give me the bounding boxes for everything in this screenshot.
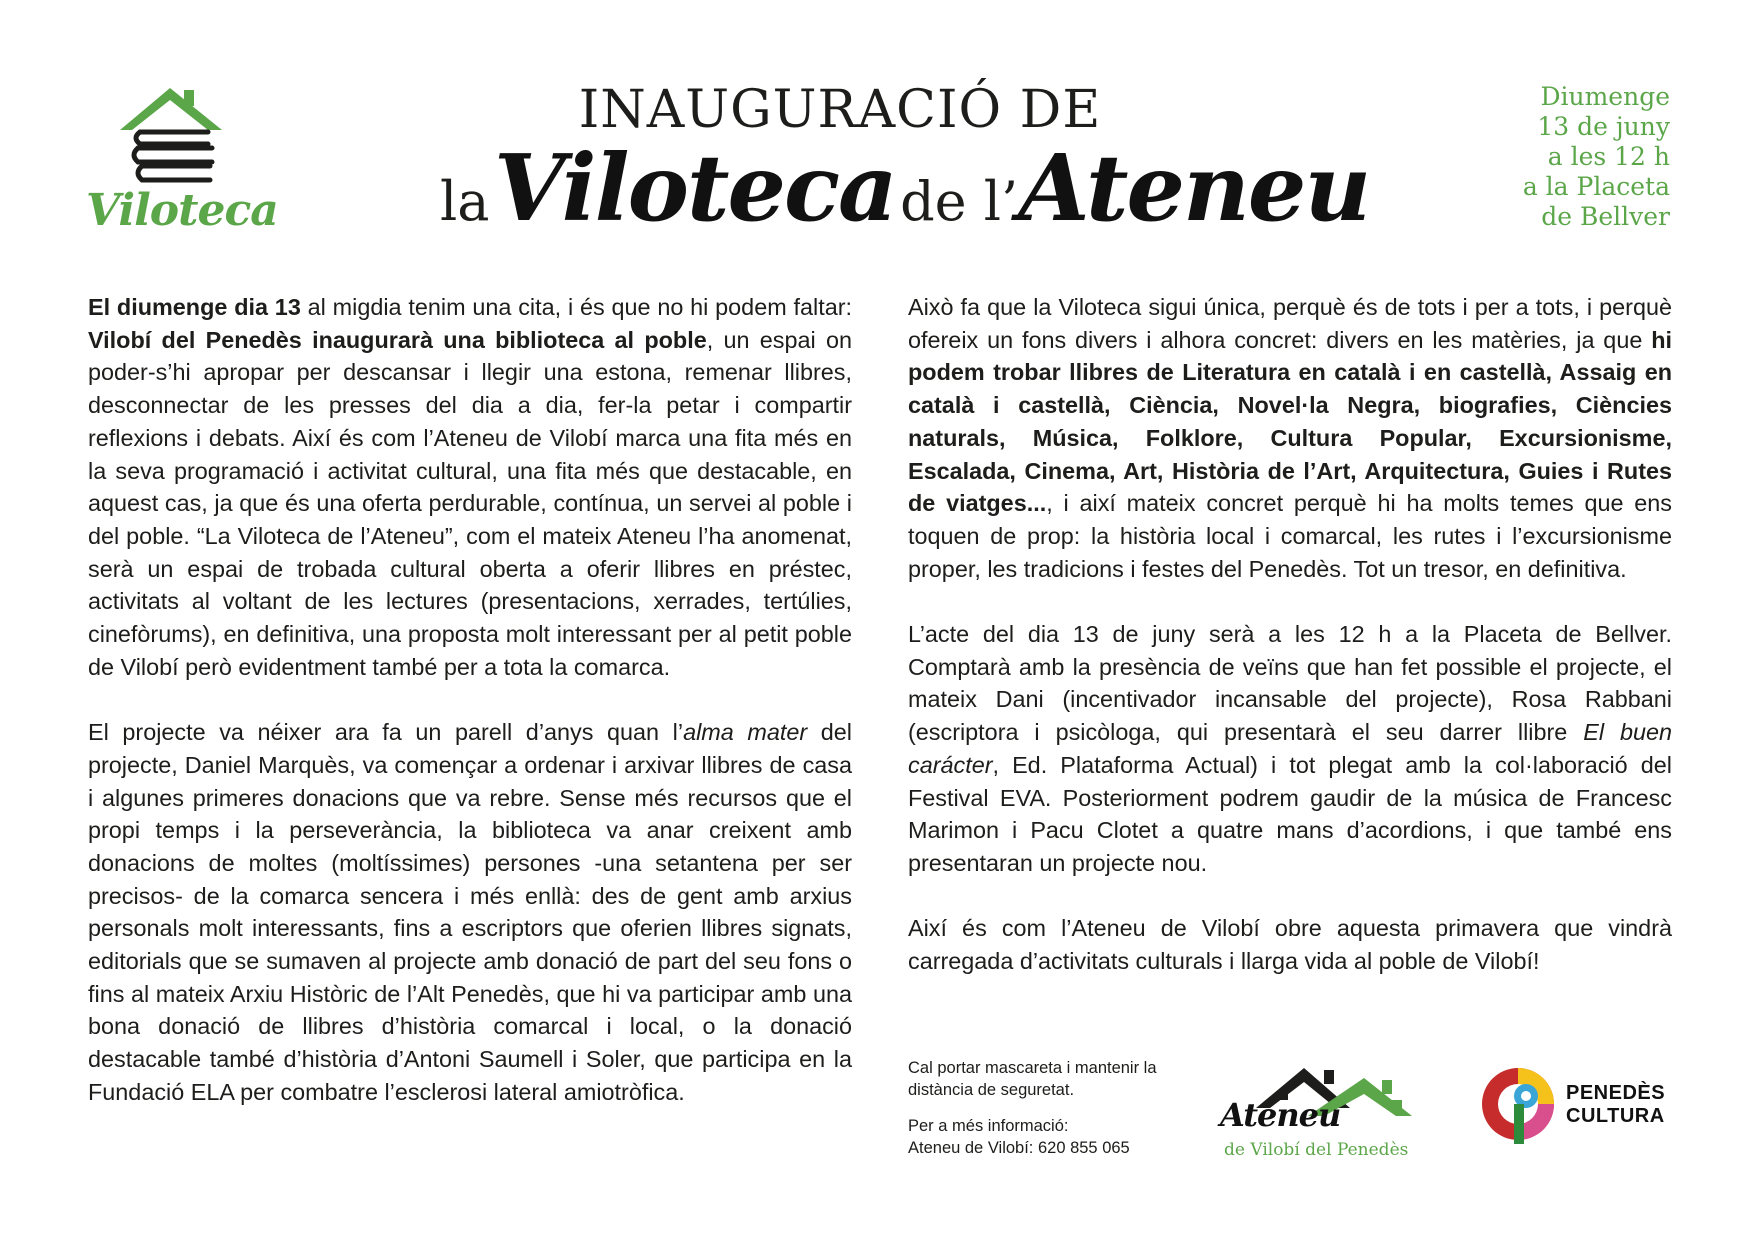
bold-text: Vilobí del Penedès inaugurarà una biblioteca al poble	[88, 326, 707, 353]
title-main	[440, 128, 1370, 276]
ateneu-logo-subtitle: de Vilobí del Penedès	[1224, 1140, 1409, 1160]
viloteca-logo	[86, 86, 278, 236]
contact-info	[908, 1115, 1208, 1159]
event-place-line1: a la Placeta	[1522, 172, 1670, 201]
text: , un espai on poder-s’hi apropar per descansar i llegir una estona, remenar llibres, desconnectar de les presses del dia a dia, fer-la petar i compartir reflexions i debats. Així és com l’Ateneu de Vilobí marca una fita més en la seva programació i activitat cultural, una fita més que destacable, en aquest cas, ja que és una oferta perdurable, contínua, un servei al poble i del poble. “La Viloteca de l’Ateneu”, com el mateix Ateneu l’ha anomenat, serà un espai de trobada cultural oberta a oferir llibres en préstec, activitats al voltant de les lectures (presentacions, xerrades, tertúlies, cinefòrums), en definitiva, una proposta molt interessant per al petit poble de Vilobí però evidentment també per a tota la comarca.	[88, 326, 852, 680]
penedes-cultura-text	[1566, 1082, 1665, 1128]
title-inauguracio: INAUGURACIÓ DE	[578, 80, 1102, 140]
text: El projecte va néixer ara fa un parell d’anys quan l’	[88, 719, 684, 746]
bold-text: hi podem trobar llibres de Literatura en català i en castellà, Assaig en català i castellà, Ciència, Novel·la Negra, biografies, Ciències naturals, Música, Folklore, Cultura Popular, Excursionisme, Escalada, Cinema, Art, Història de l’Art, Arquitectura, Guies i Rutes de viatges...	[908, 326, 1672, 517]
contact-phone: Ateneu de Vilobí: 620 855 065	[908, 1139, 1130, 1157]
paragraph	[88, 716, 852, 1108]
paragraph	[88, 291, 852, 683]
ateneu-logo-text: Ateneu	[1220, 1096, 1341, 1134]
penedes-cultura-logo	[1478, 1062, 1678, 1162]
event-date: 13 de juny	[1537, 112, 1670, 141]
event-details	[1410, 82, 1670, 232]
penedes-line1: PENEDÈS	[1566, 1082, 1666, 1104]
italic-text: El buen carácter	[908, 719, 1672, 778]
article-left-column	[88, 291, 852, 1141]
paragraph	[908, 618, 1672, 880]
ateneu-logo	[1212, 1060, 1422, 1170]
text: , i així mateix concret perquè hi ha molts temes que ens toquen de prop: la història local i comarcal, les rutes i l’excursionisme proper, les tradicions i festes del Penedès. Tot un tresor, en definitiva.	[908, 490, 1672, 582]
title-viloteca: Viloteca	[493, 134, 896, 242]
contact-label: Per a més informació:	[908, 1117, 1069, 1135]
footer-notes	[908, 1057, 1208, 1173]
title-article: la	[440, 170, 490, 233]
bold-text: El diumenge dia 13	[88, 294, 301, 320]
title-ateneu: Ateneu	[1018, 134, 1370, 242]
penedes-line2: CULTURA	[1566, 1105, 1665, 1127]
text: L’acte del dia 13 de juny serà a les 12 h a la Placeta de Bellver. Comptarà amb la presència de veïns que han fet possible el projecte, el mateix Dani (incentivador incansable del projecte), Rosa Rabbani (escriptora i psicòloga, qui presentarà el seu darrer llibre	[908, 621, 1672, 746]
title-connector: de l’	[900, 170, 1019, 233]
event-time: a les 12 h	[1547, 142, 1670, 171]
text: del projecte, Daniel Marquès, va començar a ordenar i arxivar llibres de casa i algunes primeres donacions que va rebre. Sense més recursos que el propi temps i la perseverància, la biblioteca va anar creixent amb donacions de moltes (moltíssimes) persones -una setantena per ser precisos- de la comarca sencera i més enllà: des de gent amb arxius personals molt interessants, fins a escriptors que oferien llibres signats, editorials que se sumaven al projecte amb donació de part del seu fons o fins al mateix Arxiu Històric de l’Alt Penedès, que hi va participar amb una bona donació de llibres d’història comarcal i local, o la donació destacable també d’història d’Antoni Saumell i Soler, que participa en la Fundació ELA per combatre l’esclerosi lateral amiotròfica.	[88, 719, 852, 1105]
penedes-cultura-icon	[1478, 1062, 1562, 1152]
text: , Ed. Plataforma Actual) i tot plegat amb la col·laboració del Festival EVA. Posteriorment podrem gaudir de la música de Francesc Marimon i Pacu Clotet a quatre mans d’acordions, i que també ens presentaran un projecte nou.	[908, 751, 1672, 876]
book-house-icon	[112, 86, 232, 196]
text: Això fa que la Viloteca sigui única, perquè és de tots i per a tots, i perquè ofereix un fons divers i alhora concret: divers en les matèries, ja que	[908, 294, 1672, 353]
paragraph: Així és com l’Ateneu de Vilobí obre aquesta primavera que vindrà carregada d’activitats culturals i llarga vida al poble de Vilobí!	[908, 915, 1672, 975]
mask-notice: Cal portar mascareta i mantenir la distància de seguretat.	[908, 1059, 1157, 1099]
italic-text: alma mater	[683, 719, 808, 746]
event-day: Diumenge	[1540, 82, 1670, 111]
event-place-line2: de Bellver	[1541, 202, 1670, 231]
viloteca-logo-text: Viloteca	[86, 185, 278, 236]
text: al migdia tenim una cita, i és que no hi podem faltar:	[300, 294, 853, 320]
article-right-column	[908, 291, 1672, 1010]
paragraph	[908, 291, 1672, 585]
